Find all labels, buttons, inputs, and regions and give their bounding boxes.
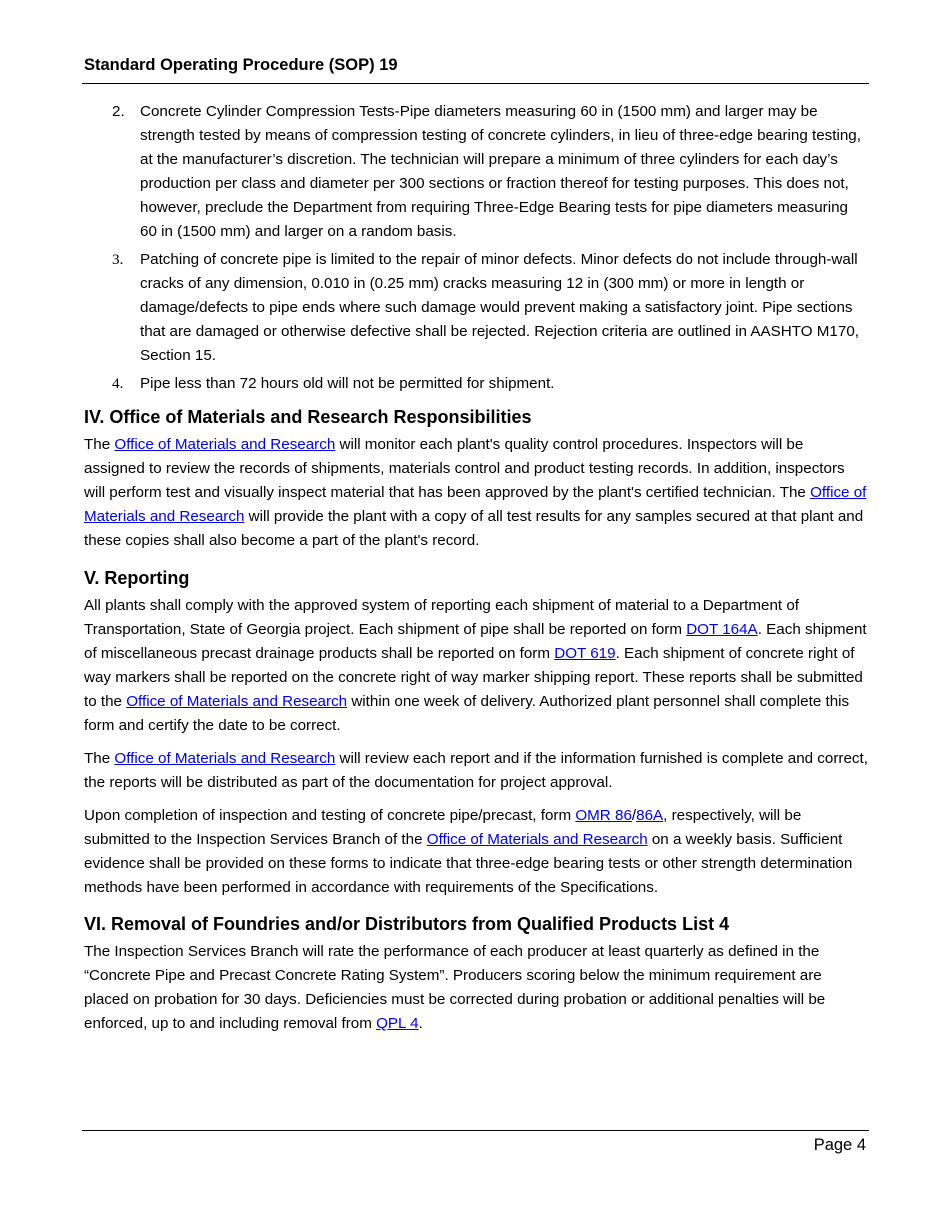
paragraph-text: , respectively, will be submitted to the Inspection Services Branch of the <box>84 807 802 848</box>
list-item-number: 3. <box>112 251 124 268</box>
omr-link[interactable]: Office of Materials and Research <box>84 484 867 525</box>
list-item-text: Pipe less than 72 hours old will not be permitted for shipment. <box>140 375 555 392</box>
dot-164a-link[interactable]: DOT 164A <box>686 621 758 638</box>
paragraph-text: on a weekly basis. Sufficient evidence shall be provided on these forms to indicate that three-edge bearing tests or other strength determination methods have been performed in accordance with requirements of the Specifications. <box>84 831 853 896</box>
numbered-list <box>84 100 868 396</box>
paragraph-text: Upon completion of inspection and testing of concrete pipe/precast, form <box>84 807 576 824</box>
list-item-text: Concrete Cylinder Compression Tests-Pipe diameters measuring 60 in (1500 mm) and larger may be strength tested by means of compression testing of concrete cylinders, in lieu of three-edge bearing testing, at the manufacturer’s discretion. The technician will prepare a minimum of three cylinders for each day’s production per class and diameter per 300 sections or fraction thereof for testing purposes. This does not, however, preclude the Department from requiring Three-Edge Bearing tests for pipe diameters measuring 60 in (1500 mm) and larger on a random basis. <box>140 103 861 240</box>
reporting-paragraph-2 <box>84 747 868 795</box>
reporting-paragraph-1 <box>84 594 868 738</box>
omr-link[interactable]: Office of Materials and Research <box>426 831 648 848</box>
list-item <box>84 248 868 368</box>
list-item-number: 2. <box>112 103 125 120</box>
paragraph-text: / <box>631 807 637 824</box>
paragraph-text: All plants shall comply with the approved system of reporting each shipment of material to a Department of Transportation, State of Georgia project. Each shipment of pipe shall be reported on form <box>84 597 800 638</box>
section-heading-omr-responsibilities: IV. Office of Materials and Research Responsibilities <box>84 407 532 427</box>
omr-86a-link[interactable]: 86A <box>636 807 664 824</box>
paragraph-text: . Each shipment of miscellaneous precast drainage products shall be reported on form <box>84 621 867 662</box>
footer-divider <box>82 1130 869 1131</box>
paragraph-text: The <box>84 436 115 453</box>
paragraph-text: will provide the plant with a copy of all test results for any samples secured at that plant and these copies shall also become a part of the plant's record. <box>84 508 864 549</box>
page-number: Page 4 <box>813 1136 866 1154</box>
qpl-4-link[interactable]: QPL 4 <box>376 1015 419 1032</box>
dot-619-link[interactable]: DOT 619 <box>554 645 616 662</box>
list-item-number: 4. <box>112 375 124 392</box>
section-heading-reporting: V. Reporting <box>84 568 190 588</box>
list-item <box>84 372 868 396</box>
omr-link[interactable]: Office of Materials and Research <box>114 750 336 767</box>
reporting-paragraph-3 <box>84 804 868 900</box>
removal-paragraph <box>84 940 868 1036</box>
omr-link[interactable]: Office of Materials and Research <box>126 693 348 710</box>
header-divider <box>82 83 869 84</box>
paragraph-text: will monitor each plant's quality control procedures. Inspectors will be assigned to review the records of shipments, materials control and product testing records. In addition, inspectors will perform test and visually inspect material that has been approved by the plant's certified technician. The <box>84 436 845 501</box>
list-item <box>84 100 868 244</box>
paragraph-text: The Inspection Services Branch will rate the performance of each producer at least quarterly as defined in the “Concrete Pipe and Precast Concrete Rating System”. Producers scoring below the minimum requirement are placed on probation for 30 days. Deficiencies must be corrected during probation or additional penalties will be enforced, up to and including removal from <box>84 943 826 1032</box>
page-header-title: Standard Operating Procedure (SOP) 19 <box>84 56 398 74</box>
document-body <box>84 100 868 1036</box>
list-item-text: Patching of concrete pipe is limited to the repair of minor defects. Minor defects do not include through-wall cracks of any dimension, 0.010 in (0.25 mm) cracks measuring 12 in (300 mm) or more in length or damage/defects to pipe ends where such damage would prevent making a satisfactory joint. Pipe sections that are damaged or otherwise defective shall be rejected. Rejection criteria are outlined in AASHTO M170, Section 15. <box>140 251 859 364</box>
paragraph-text: . <box>418 1015 423 1032</box>
paragraph-text: within one week of delivery. Authorized plant personnel shall complete this form and certify the date to be correct. <box>84 693 850 734</box>
paragraph-text: will review each report and if the information furnished is complete and correct, the reports will be distributed as part of the documentation for project approval. <box>84 750 868 791</box>
omr-86-link[interactable]: OMR 86 <box>575 807 632 824</box>
section-heading-removal: VI. Removal of Foundries and/or Distributors from Qualified Products List 4 <box>84 914 730 934</box>
omr-link[interactable]: Office of Materials and Research <box>114 436 336 453</box>
omr-responsibilities-paragraph <box>84 433 868 553</box>
paragraph-text: The <box>84 750 115 767</box>
paragraph-text: . Each shipment of concrete right of way markers shall be reported on the concrete right of way marker shipping report. These reports shall be submitted to the <box>84 645 863 710</box>
